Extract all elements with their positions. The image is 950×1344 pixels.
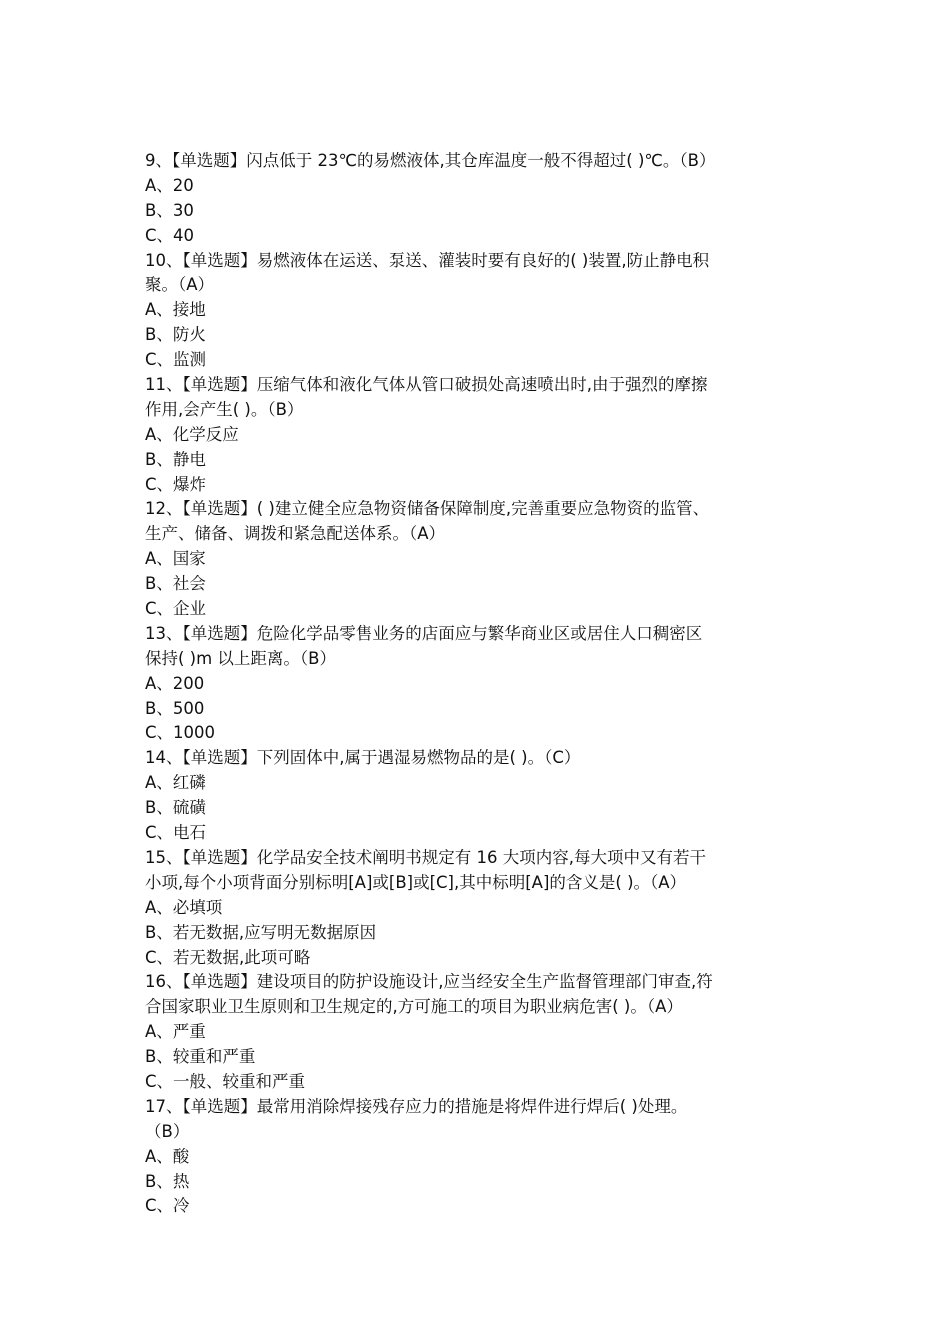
text-line: B、静电 (145, 449, 206, 469)
text-line: C、冷 (145, 1196, 190, 1216)
text-line: A、必填项 (145, 897, 223, 917)
text-line: B、500 (145, 698, 205, 718)
text-line: A、红磷 (145, 773, 206, 793)
question-list (145, 149, 817, 1219)
text-line: A、200 (145, 673, 205, 693)
text-line: C、爆炸 (145, 474, 207, 494)
text-line: C、电石 (145, 823, 207, 843)
text-line: C、40 (145, 225, 195, 245)
text-line: C、一般、较重和严重 (145, 1071, 306, 1091)
text-line: C、监测 (145, 350, 207, 370)
text-line: 生产、储备、调拨和紧急配送体系。（A） (145, 524, 446, 544)
text-line: 作用,会产生( )。（B） (145, 399, 304, 419)
text-line: A、国家 (145, 549, 206, 569)
text-line: A、接地 (145, 300, 206, 320)
text-line: 合国家职业卫生原则和卫生规定的,方可施工的项目为职业病危害( )。（A） (145, 997, 683, 1017)
text-line: 12、【单选题】( )建立健全应急物资储备保障制度,完善重要应急物资的监管、 (145, 499, 710, 519)
text-line: 小项,每个小项背面分别标明[A]或[B]或[C],其中标明[A]的含义是( )。（A） (145, 872, 687, 892)
text-line: A、酸 (145, 1146, 190, 1166)
text-line: B、热 (145, 1171, 190, 1191)
text-line: 17、【单选题】最常用消除焊接残存应力的措施是将焊件进行焊后( )处理。 (145, 1096, 688, 1116)
text-line: 16、【单选题】建设项目的防护设施设计,应当经安全生产监督管理部门审查,符 (145, 972, 713, 992)
text-line: 聚。（A） (145, 275, 215, 295)
text-line: 保持( )m 以上距离。（B） (145, 648, 337, 668)
text-line: B、较重和严重 (145, 1047, 256, 1067)
text-line: 11、【单选题】压缩气体和液化气体从管口破损处高速喷出时,由于强烈的摩擦 (145, 375, 708, 395)
text-line: B、防火 (145, 325, 206, 345)
text-line: B、若无数据,应写明无数据原因 (145, 922, 377, 942)
text-line: 14、【单选题】下列固体中,属于遇湿易燃物品的是( )。（C） (145, 748, 581, 768)
text-line: B、社会 (145, 574, 206, 594)
text-line: A、20 (145, 175, 194, 195)
text-line: 10、【单选题】易燃液体在运送、泵送、灌装时要有良好的( )装置,防止静电积 (145, 250, 710, 270)
text-line: 9、【单选题】闪点低于 23℃的易燃液体,其仓库温度一般不得超过( )℃。（B） (145, 151, 716, 170)
text-line: （B） (145, 1121, 190, 1141)
text-line: 13、【单选题】危险化学品零售业务的店面应与繁华商业区或居住人口稠密区 (145, 623, 703, 643)
text-line: A、化学反应 (145, 424, 239, 444)
text-line: B、30 (145, 200, 194, 220)
text-line: C、若无数据,此项可略 (145, 947, 311, 967)
text-line: C、1000 (145, 723, 216, 743)
text-line: A、严重 (145, 1022, 206, 1042)
text-line: B、硫磺 (145, 798, 206, 818)
text-line: C、企业 (145, 599, 207, 619)
text-line: 15、【单选题】化学品安全技术阐明书规定有 16 大项内容,每大项中又有若干 (145, 847, 706, 867)
